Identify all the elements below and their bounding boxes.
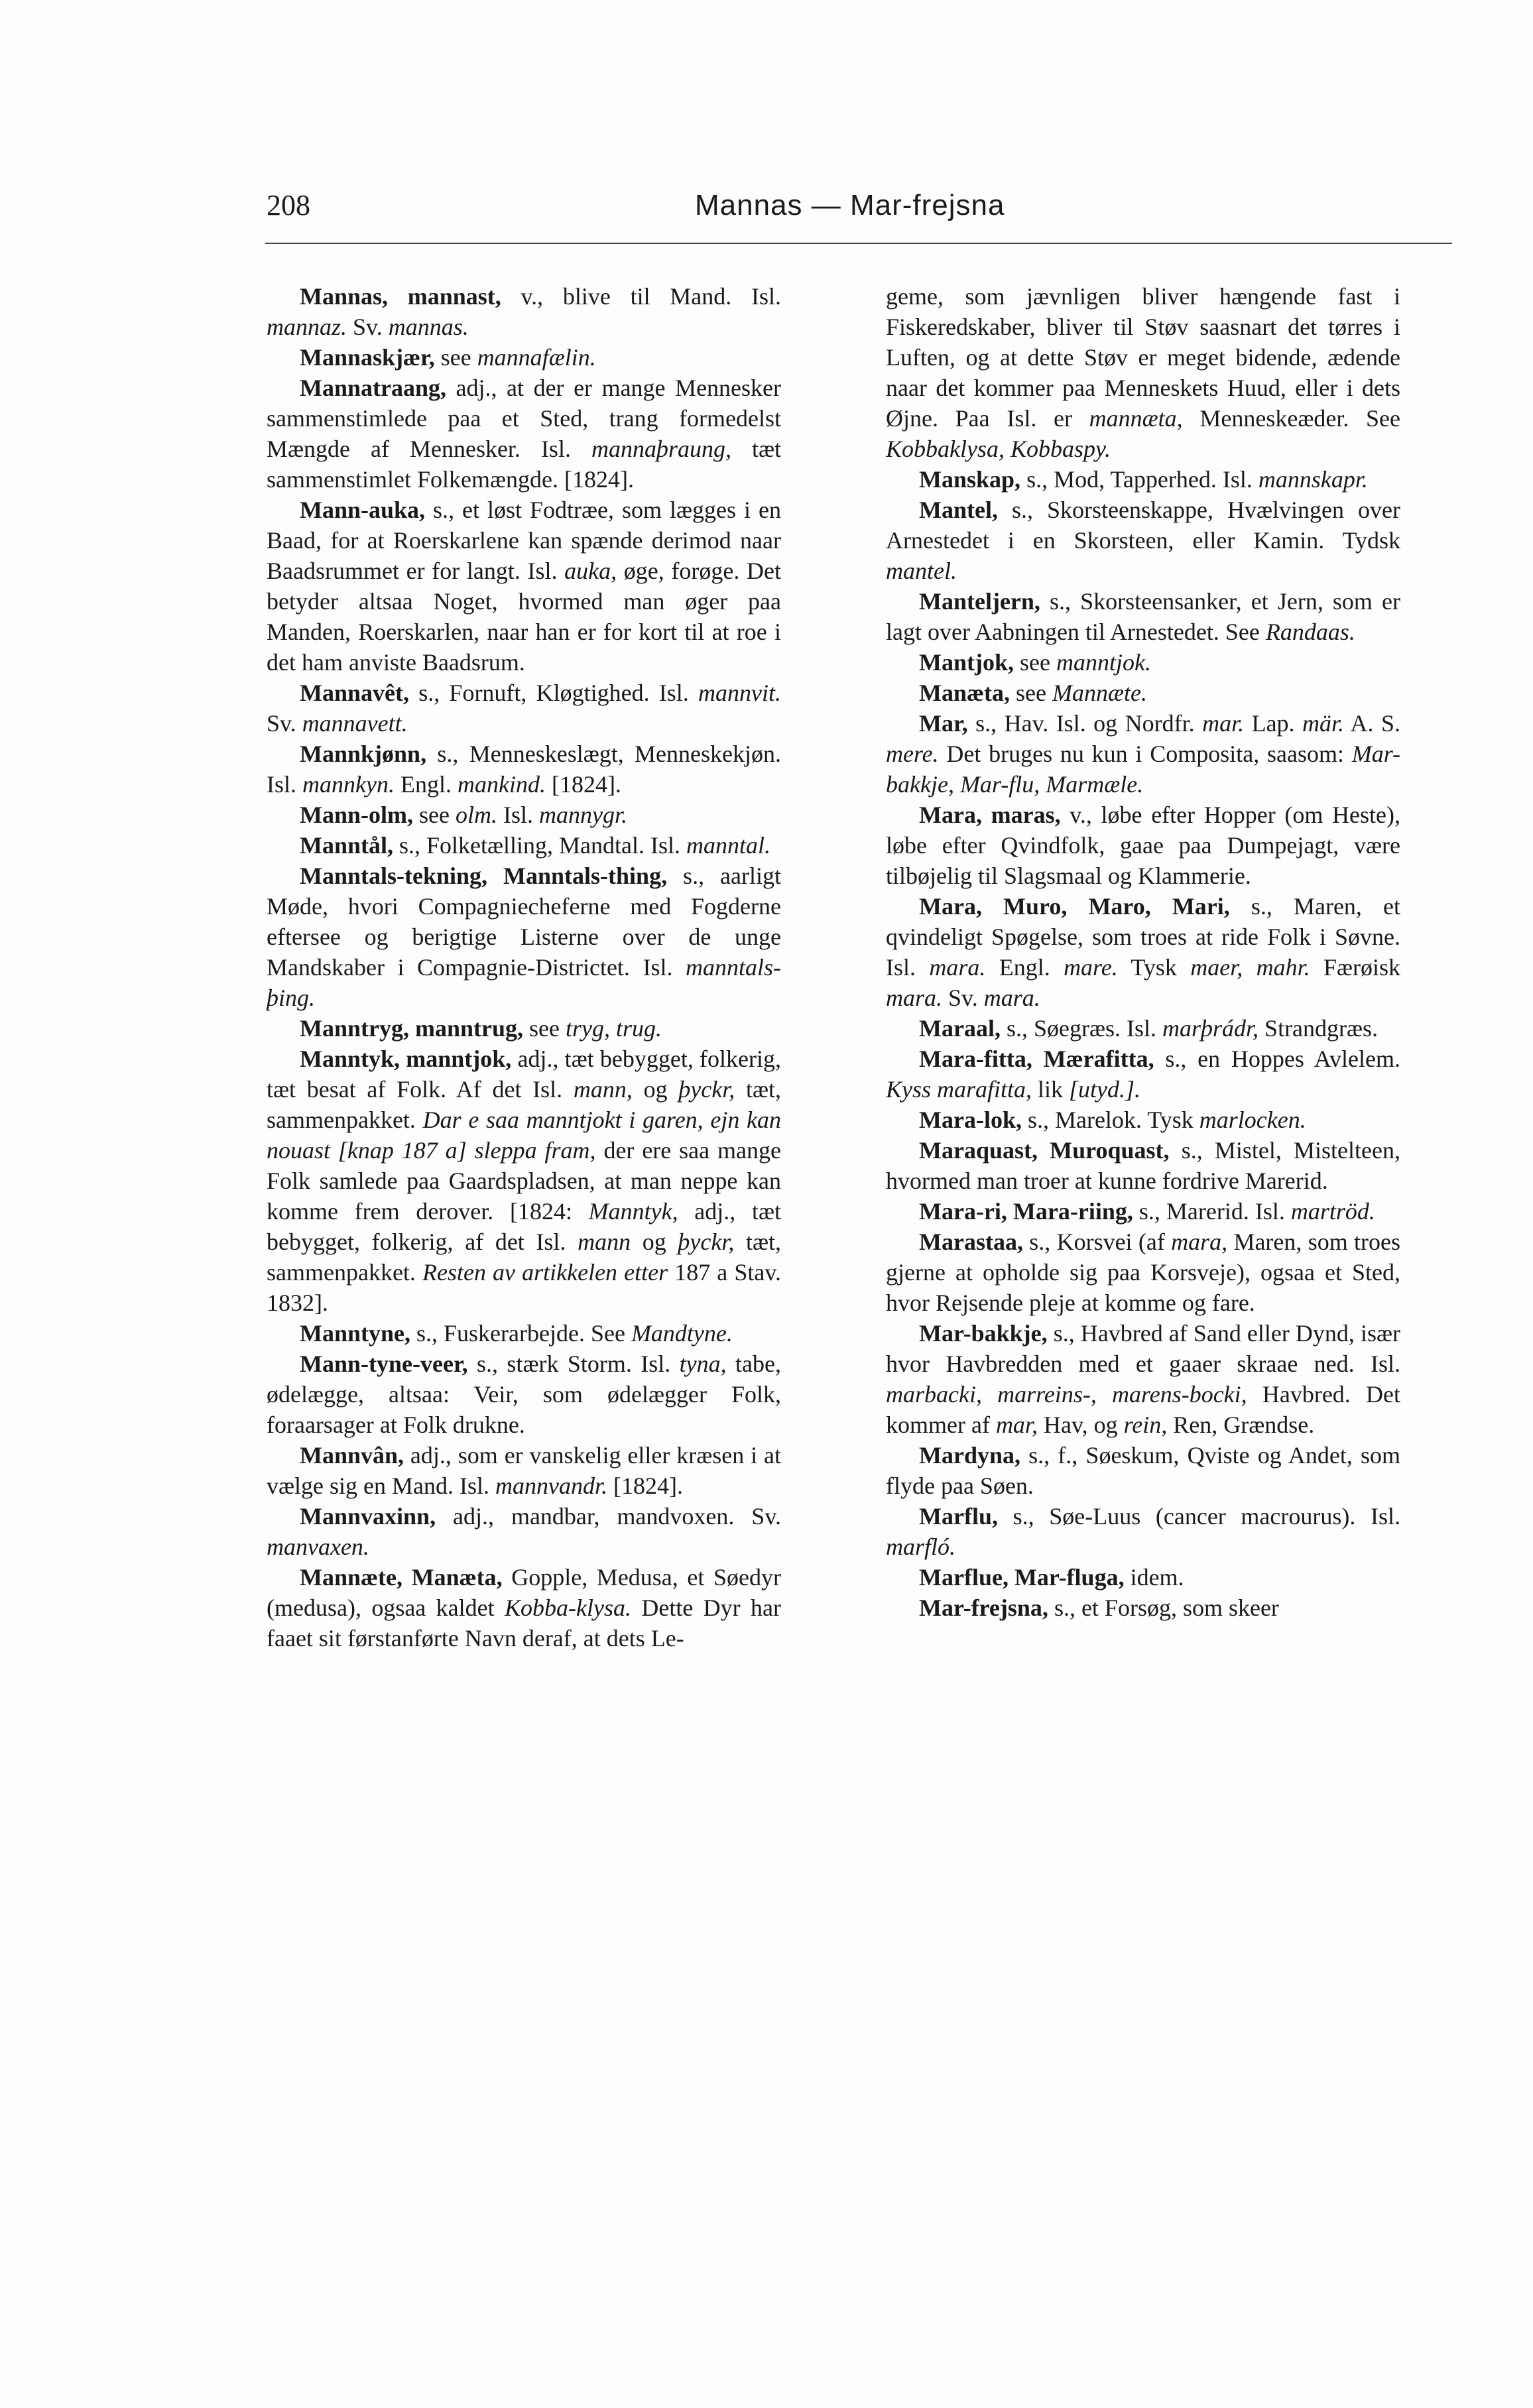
entry-text: Menneskeæder. See bbox=[1182, 405, 1400, 432]
entry-text: s., Fuskerarbejde. See bbox=[410, 1320, 631, 1347]
headword: Mar, bbox=[919, 710, 968, 737]
headword: Mannavêt, bbox=[300, 680, 409, 706]
dictionary-entry bbox=[886, 1013, 1400, 1044]
entry-text: v., løbe efter Hopper (om Heste), løbe efter Qvindfolk, gaae paa Dumpejagt, være tilbøjelig til Slagsmaal og Klammerie. bbox=[886, 802, 1400, 889]
entry-text: Gopple, Medusa, et Søedyr (medusa), ogsaa kaldet bbox=[267, 1564, 781, 1621]
italic-term: manntals-þing. bbox=[267, 954, 781, 1011]
dictionary-entry bbox=[267, 1349, 781, 1440]
dictionary-entry bbox=[886, 1135, 1400, 1196]
headword: Mannatraang, bbox=[300, 375, 447, 401]
headword: Maraquast, Muroquast, bbox=[919, 1137, 1170, 1164]
entry-text: adj., mandbar, mandvoxen. Sv. bbox=[436, 1503, 781, 1530]
italic-term: Mannæte. bbox=[1052, 680, 1147, 706]
italic-term: manvaxen. bbox=[267, 1534, 369, 1560]
italic-term: marlocken. bbox=[1199, 1107, 1306, 1133]
italic-term: mannaz. bbox=[267, 314, 347, 340]
headword: Manntyne, bbox=[300, 1320, 411, 1347]
dictionary-entry bbox=[886, 586, 1400, 647]
entry-text: Havbred. Det kommer af bbox=[886, 1381, 1400, 1438]
italic-term: mann bbox=[578, 1229, 631, 1255]
dictionary-entry bbox=[886, 1501, 1400, 1562]
italic-term: rein, bbox=[1123, 1412, 1168, 1438]
italic-term: mannæta, bbox=[1089, 405, 1183, 432]
italic-term: þyckr, bbox=[678, 1076, 735, 1103]
entry-text: Det bruges nu kun i Composita, saasom: bbox=[938, 741, 1352, 767]
entry-text: 187 a Stav. 1832]. bbox=[267, 1259, 781, 1316]
entry-text: Isl. bbox=[497, 802, 539, 828]
entry-text: s., et Forsøg, som skeer bbox=[1048, 1595, 1279, 1621]
dictionary-entry bbox=[267, 1562, 781, 1654]
entry-text: s., Søe-Luus (cancer macrourus). Isl. bbox=[997, 1503, 1400, 1530]
entry-text: s., Mistel, Mistelteen, hvormed man troer at kunne fordrive Marerid. bbox=[886, 1137, 1400, 1194]
italic-term: Kyss marafitta, bbox=[886, 1076, 1032, 1103]
dictionary-entry bbox=[267, 739, 781, 800]
right-column bbox=[886, 281, 1400, 2389]
entry-text: og bbox=[632, 1076, 679, 1103]
italic-term: Kobba-klysa. bbox=[505, 1595, 631, 1621]
italic-term: mankind. bbox=[457, 771, 546, 798]
page-number: 208 bbox=[267, 189, 310, 221]
entry-text: see bbox=[1010, 680, 1052, 706]
entry-text: s., Havbred af Sand eller Dynd, især hvor Havbredden med et gaaer skraae ned. Isl. bbox=[886, 1320, 1400, 1377]
entry-text: see bbox=[434, 344, 477, 371]
entry-text: Lap. bbox=[1244, 710, 1303, 737]
entry-text: der ere saa mange Folk samlede paa Gaardspladsen, at man neppe kan komme frem derover. [1824: bbox=[267, 1137, 781, 1225]
dictionary-entry bbox=[886, 1196, 1400, 1227]
entry-text: s., Hav. Isl. og Nordfr. bbox=[967, 710, 1203, 737]
entry-text: [1824]. bbox=[545, 771, 621, 798]
italic-term: mär. bbox=[1302, 710, 1345, 737]
dictionary-entry bbox=[267, 342, 781, 373]
dictionary-entry bbox=[267, 1440, 781, 1501]
entry-text: s., f., Søeskum, Qviste og Andet, som flyde paa Søen. bbox=[886, 1442, 1400, 1499]
entry-text: Engl. bbox=[394, 771, 458, 798]
italic-term: Dar e saa manntjokt i garen, ejn kan nouast [knap 187 a] sleppa fram, bbox=[267, 1107, 781, 1164]
dictionary-entry bbox=[267, 800, 781, 830]
entry-text: adj., tæt bebygget, folkerig, af det Isl. bbox=[267, 1198, 781, 1255]
italic-term: Kobbaklysa, Kobbaspy. bbox=[886, 436, 1111, 462]
dictionary-entry bbox=[886, 1044, 1400, 1105]
dictionary-entry bbox=[886, 495, 1400, 586]
italic-term: marfló. bbox=[886, 1534, 956, 1560]
dictionary-entry bbox=[267, 373, 781, 495]
italic-term: Mandtyne. bbox=[631, 1320, 733, 1347]
entry-text: s., Marelok. Tysk bbox=[1021, 1107, 1199, 1133]
dictionary-entry bbox=[886, 281, 1400, 464]
italic-term: mar, bbox=[995, 1412, 1038, 1438]
italic-term: mannskapr. bbox=[1258, 466, 1368, 493]
headword: Mardyna, bbox=[919, 1442, 1020, 1469]
italic-term: mannavett. bbox=[302, 710, 408, 737]
headword: Mara-lok, bbox=[919, 1107, 1022, 1133]
entry-text: s., stærk Storm. Isl. bbox=[467, 1351, 680, 1377]
entry-text: s., Menneskeslægt, Menneskekjøn. Isl. bbox=[267, 741, 781, 798]
italic-term: tyna, bbox=[679, 1351, 727, 1377]
headword: Mann-auka, bbox=[300, 497, 426, 523]
header-rule bbox=[265, 243, 1452, 244]
headword: Marflue, Mar-fluga, bbox=[919, 1564, 1125, 1591]
headword: Marflu, bbox=[919, 1503, 998, 1530]
entry-text: Hav, og bbox=[1037, 1412, 1124, 1438]
headword: Manntål, bbox=[300, 832, 394, 859]
headword: Mara, maras, bbox=[919, 802, 1061, 828]
headword: Mannæte, Manæta, bbox=[300, 1564, 503, 1591]
entry-text: og bbox=[631, 1229, 678, 1255]
headword: Manntryg, manntrug, bbox=[300, 1015, 524, 1042]
running-head: Mannas — Mar-frejsna bbox=[695, 189, 1005, 221]
headword: Manskap, bbox=[919, 466, 1021, 493]
entry-text: tæt, sammenpakket. bbox=[267, 1076, 781, 1133]
italic-term: [utyd.]. bbox=[1069, 1076, 1141, 1103]
italic-term: mantel. bbox=[886, 558, 957, 584]
italic-term: marþrádr, bbox=[1162, 1015, 1259, 1042]
headword: Mara, Muro, Maro, Mari, bbox=[919, 893, 1230, 920]
headword: Manntyk, manntjok, bbox=[300, 1046, 512, 1072]
dictionary-entry bbox=[267, 1318, 781, 1349]
entry-text: Sv. bbox=[267, 710, 302, 737]
entry-text: s., Skorsteensanker, et Jern, som er lagt over Aabningen til Arnestedet. See bbox=[886, 588, 1400, 645]
headword: Manntals-tekning, Manntals-thing, bbox=[300, 863, 668, 889]
entry-text: adj., som er vanskelig eller kræsen i at vælge sig en Mand. Isl. bbox=[267, 1442, 781, 1499]
headword: Mara-ri, Mara-riing, bbox=[919, 1198, 1133, 1225]
dictionary-entry bbox=[886, 1105, 1400, 1135]
dictionary-entry bbox=[886, 1593, 1400, 1623]
entry-text: tabe, ødelægge, altsaa: Veir, som ødelægger Folk, foraarsager at Folk drukne. bbox=[267, 1351, 781, 1438]
headword: Maraal, bbox=[919, 1015, 1001, 1042]
entry-text: s., aarligt Møde, hvori Compagniecheferne med Fogderne eftersee og berigtige Listerne over de unge Mandskaber i Compagnie-Districtet. Isl. bbox=[267, 863, 781, 981]
headword: Manæta, bbox=[919, 680, 1010, 706]
entry-text: Strandgræs. bbox=[1258, 1015, 1379, 1042]
entry-text: Tysk bbox=[1117, 954, 1191, 981]
italic-term: manntal. bbox=[686, 832, 771, 859]
entry-text: s., Maren, et qvindeligt Spøgelse, som troes at ride Folk i Søvne. Isl. bbox=[886, 893, 1400, 981]
italic-term: mara. bbox=[886, 985, 943, 1011]
dictionary-entry bbox=[267, 1044, 781, 1318]
entry-text: see bbox=[413, 802, 456, 828]
dictionary-entry bbox=[267, 1013, 781, 1044]
italic-term: Mar-bakkje, Mar-flu, Marmæle. bbox=[886, 741, 1400, 798]
headword: Mannas, mannast, bbox=[300, 283, 501, 310]
entry-text: Sv. bbox=[347, 314, 389, 340]
entry-text: Engl. bbox=[985, 954, 1064, 981]
italic-term: mannaþraung, bbox=[591, 436, 731, 462]
headword: Mara-fitta, Mærafitta, bbox=[919, 1046, 1154, 1072]
dictionary-entry bbox=[267, 1501, 781, 1562]
entry-text: s., Søegræs. Isl. bbox=[1000, 1015, 1162, 1042]
entry-text: see bbox=[1014, 649, 1056, 676]
italic-term: mannygr. bbox=[538, 802, 627, 828]
italic-term: olm. bbox=[455, 802, 497, 828]
dictionary-entry bbox=[886, 1318, 1400, 1440]
italic-term: mannkyn. bbox=[302, 771, 395, 798]
dictionary-entry bbox=[886, 464, 1400, 495]
italic-term: mannvandr. bbox=[495, 1473, 607, 1499]
entry-text: tæt, sammenpakket. bbox=[267, 1229, 781, 1286]
entry-text: A. S. bbox=[1344, 710, 1400, 737]
italic-term: Manntyk, bbox=[588, 1198, 678, 1225]
dictionary-entry bbox=[886, 1562, 1400, 1593]
headword: Mannvân, bbox=[300, 1442, 404, 1469]
headword: Mann-tyne-veer, bbox=[300, 1351, 468, 1377]
entry-text: geme, som jævnligen bliver hængende fast i Fiskeredskaber, bliver til Støv saasnart det tørres i Luften, og at dette Støv er meget bidende, ædende naar det kommer paa Menneskets Huud, eller i dets Øjne. Paa Isl. er bbox=[886, 283, 1400, 432]
italic-term: mare. bbox=[1064, 954, 1118, 981]
entry-text: adj., at der er mange Mennesker sammenstimlede paa et Sted, trang formedelst Mængde af Mennesker. Isl. bbox=[267, 375, 781, 462]
dictionary-entry bbox=[267, 861, 781, 1013]
left-column bbox=[267, 281, 781, 2389]
dictionary-entry bbox=[886, 647, 1400, 678]
dictionary-entry bbox=[267, 495, 781, 678]
italic-term: mere. bbox=[886, 741, 939, 767]
headword: Marastaa, bbox=[919, 1229, 1023, 1255]
entry-text: Dette Dyr har faaet sit førstanførte Navn deraf, at dets Le- bbox=[267, 1595, 781, 1652]
entry-text: v., blive til Mand. Isl. bbox=[501, 283, 781, 310]
entry-text: tæt sammenstimlet Folkemængde. [1824]. bbox=[267, 436, 781, 493]
italic-term: manntjok. bbox=[1056, 649, 1151, 676]
italic-term: mannas. bbox=[388, 314, 469, 340]
dictionary-entry bbox=[267, 830, 781, 861]
dictionary-entry bbox=[886, 1440, 1400, 1501]
headword: Mantel, bbox=[919, 497, 998, 523]
dictionary-entry bbox=[267, 678, 781, 739]
italic-term: mannvit. bbox=[698, 680, 781, 706]
italic-term: Resten av artikkelen etter bbox=[422, 1259, 668, 1286]
italic-term: mannafælin. bbox=[477, 344, 596, 371]
entry-text: s., Fornuft, Kløgtighed. Isl. bbox=[409, 680, 699, 706]
italic-term: þyckr, bbox=[678, 1229, 735, 1255]
dictionary-entry bbox=[886, 800, 1400, 891]
entry-text: adj., tæt bebygget, folkerig, tæt besat af Folk. Af det Isl. bbox=[267, 1046, 781, 1103]
headword: Mar-frejsna, bbox=[919, 1595, 1048, 1621]
entry-text: s., et løst Fodtræe, som lægges i en Baad, for at Roerskarlene kan spænde derimod naar Baadsrummet er for langt. Isl. bbox=[267, 497, 781, 584]
headword: Mann-olm, bbox=[300, 802, 413, 828]
entry-text: see bbox=[523, 1015, 566, 1042]
italic-term: marbacki, marreins-, marens-bocki, bbox=[886, 1381, 1247, 1408]
entry-text: Færøisk bbox=[1310, 954, 1400, 981]
dictionary-entry bbox=[267, 281, 781, 342]
italic-term: mara. bbox=[929, 954, 986, 981]
dictionary-entry bbox=[886, 678, 1400, 708]
italic-term: auka, bbox=[564, 558, 617, 584]
italic-term: martröd. bbox=[1290, 1198, 1375, 1225]
entry-text: s., Mod, Tapperhed. Isl. bbox=[1020, 466, 1258, 493]
entry-text: øge, forøge. Det betyder altsaa Noget, hvormed man øger paa Manden, Roerskarlen, naar han er for kort til at roe i det ham anviste Baadsrum. bbox=[267, 558, 781, 676]
italic-term: mar. bbox=[1202, 710, 1245, 737]
italic-term: tryg, trug. bbox=[565, 1015, 662, 1042]
entry-text: s., Skorsteenskappe, Hvælvingen over Arnestedet i en Skorsteen, eller Kamin. Tydsk bbox=[886, 497, 1400, 554]
dictionary-entry bbox=[886, 1227, 1400, 1318]
dictionary-entry bbox=[886, 708, 1400, 800]
entry-text: idem. bbox=[1124, 1564, 1184, 1591]
entry-text: Sv. bbox=[942, 985, 984, 1011]
italic-term: Randaas. bbox=[1265, 619, 1355, 645]
entry-text: s., Korsvei (af bbox=[1022, 1229, 1172, 1255]
headword: Manteljern, bbox=[919, 588, 1040, 615]
italic-term: mara. bbox=[983, 985, 1040, 1011]
entry-text: lik bbox=[1032, 1076, 1070, 1103]
entry-text: Ren, Grændse. bbox=[1167, 1412, 1315, 1438]
entry-text: s., en Hoppes Avlelem. bbox=[1154, 1046, 1400, 1072]
entry-text: s., Folketælling, Mandtal. Isl. bbox=[393, 832, 687, 859]
entry-text: [1824]. bbox=[607, 1473, 683, 1499]
italic-term: mann, bbox=[573, 1076, 633, 1103]
dictionary-entry bbox=[886, 891, 1400, 1013]
headword: Mannkjønn, bbox=[300, 741, 427, 767]
italic-term: mara, bbox=[1171, 1229, 1228, 1255]
headword: Mantjok, bbox=[919, 649, 1014, 676]
italic-term: maer, mahr. bbox=[1190, 954, 1310, 981]
entry-text: Maren, som troes gjerne at opholde sig paa Korsveje), ogsaa et Sted, hvor Rejsende pleje at komme og fare. bbox=[886, 1229, 1400, 1316]
headword: Mannvaxinn, bbox=[300, 1503, 436, 1530]
entry-text: s., Marerid. Isl. bbox=[1133, 1198, 1291, 1225]
headword: Mannaskjær, bbox=[300, 344, 435, 371]
headword: Mar-bakkje, bbox=[919, 1320, 1048, 1347]
